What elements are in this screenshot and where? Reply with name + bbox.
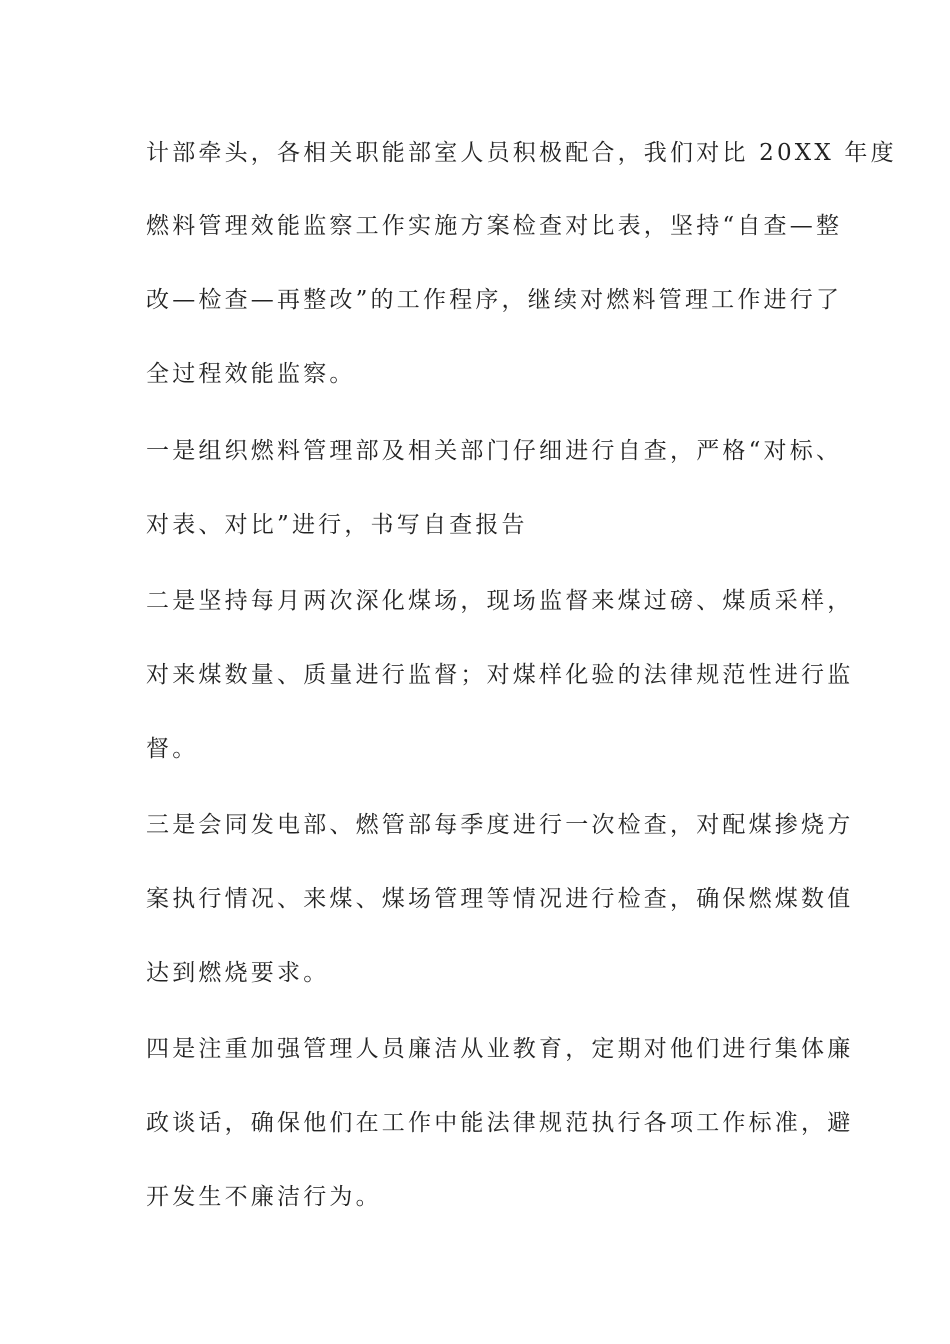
text-line: 燃料管理效能监察工作实施方案检查对比表，坚持“自查—整 <box>146 213 843 239</box>
text-line: 开发生不廉洁行为。 <box>146 1184 382 1210</box>
text-line: 督。 <box>146 736 199 762</box>
text-line: 对来煤数量、质量进行监督；对煤样化验的法律规范性进行监 <box>146 662 854 688</box>
text-line: 达到燃烧要求。 <box>146 960 330 986</box>
text-line: 三是会同发电部、燃管部每季度进行一次检查，对配煤掺烧方 <box>146 812 854 838</box>
text-line: 改—检查—再整改”的工作程序，继续对燃料管理工作进行了 <box>146 287 843 313</box>
text-line: 二是坚持每月两次深化煤场，现场监督来煤过磅、煤质采样， <box>146 588 854 614</box>
text-line: 计部牵头，各相关职能部室人员积极配合，我们对比 20XX 年度 <box>146 140 897 166</box>
text-line: 政谈话，确保他们在工作中能法律规范执行各项工作标准，避 <box>146 1110 854 1136</box>
text-line: 一是组织燃料管理部及相关部门仔细进行自查，严格“对标、 <box>146 438 843 464</box>
text-line: 四是注重加强管理人员廉洁从业教育，定期对他们进行集体廉 <box>146 1036 854 1062</box>
text-line: 全过程效能监察。 <box>146 361 356 387</box>
text-line: 案执行情况、来煤、煤场管理等情况进行检查，确保燃煤数值 <box>146 886 854 912</box>
text-line: 对表、对比”进行，书写自查报告 <box>146 512 528 538</box>
